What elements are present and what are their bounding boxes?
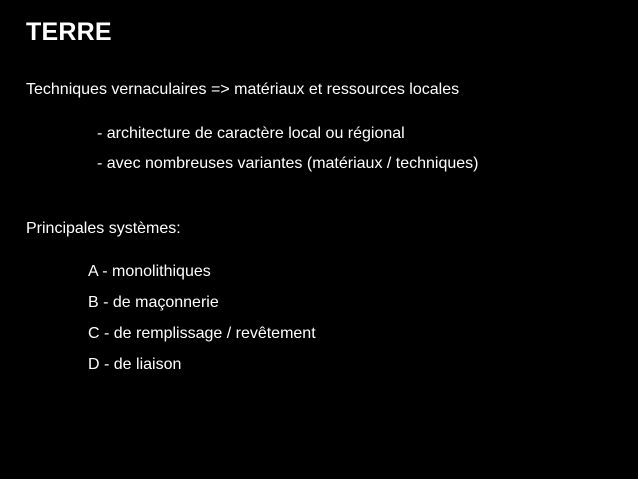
system-item-masonry: B - de maçonnerie: [88, 294, 219, 311]
system-item-infill-cladding: C - de remplissage / revêtement: [88, 325, 316, 342]
system-item-monolithic: A - monolithiques: [88, 263, 211, 280]
intro-text: Techniques vernaculaires => matériaux et ressources locales: [26, 81, 460, 98]
system-item-binding: D - de liaison: [88, 356, 182, 373]
sub-point-local-architecture: - architecture de caractère local ou régional: [97, 125, 405, 142]
sub-point-variants: - avec nombreuses variantes (matériaux / techniques): [97, 155, 479, 172]
systems-heading: Principales systèmes:: [26, 220, 181, 237]
slide-title: TERRE: [26, 18, 112, 46]
